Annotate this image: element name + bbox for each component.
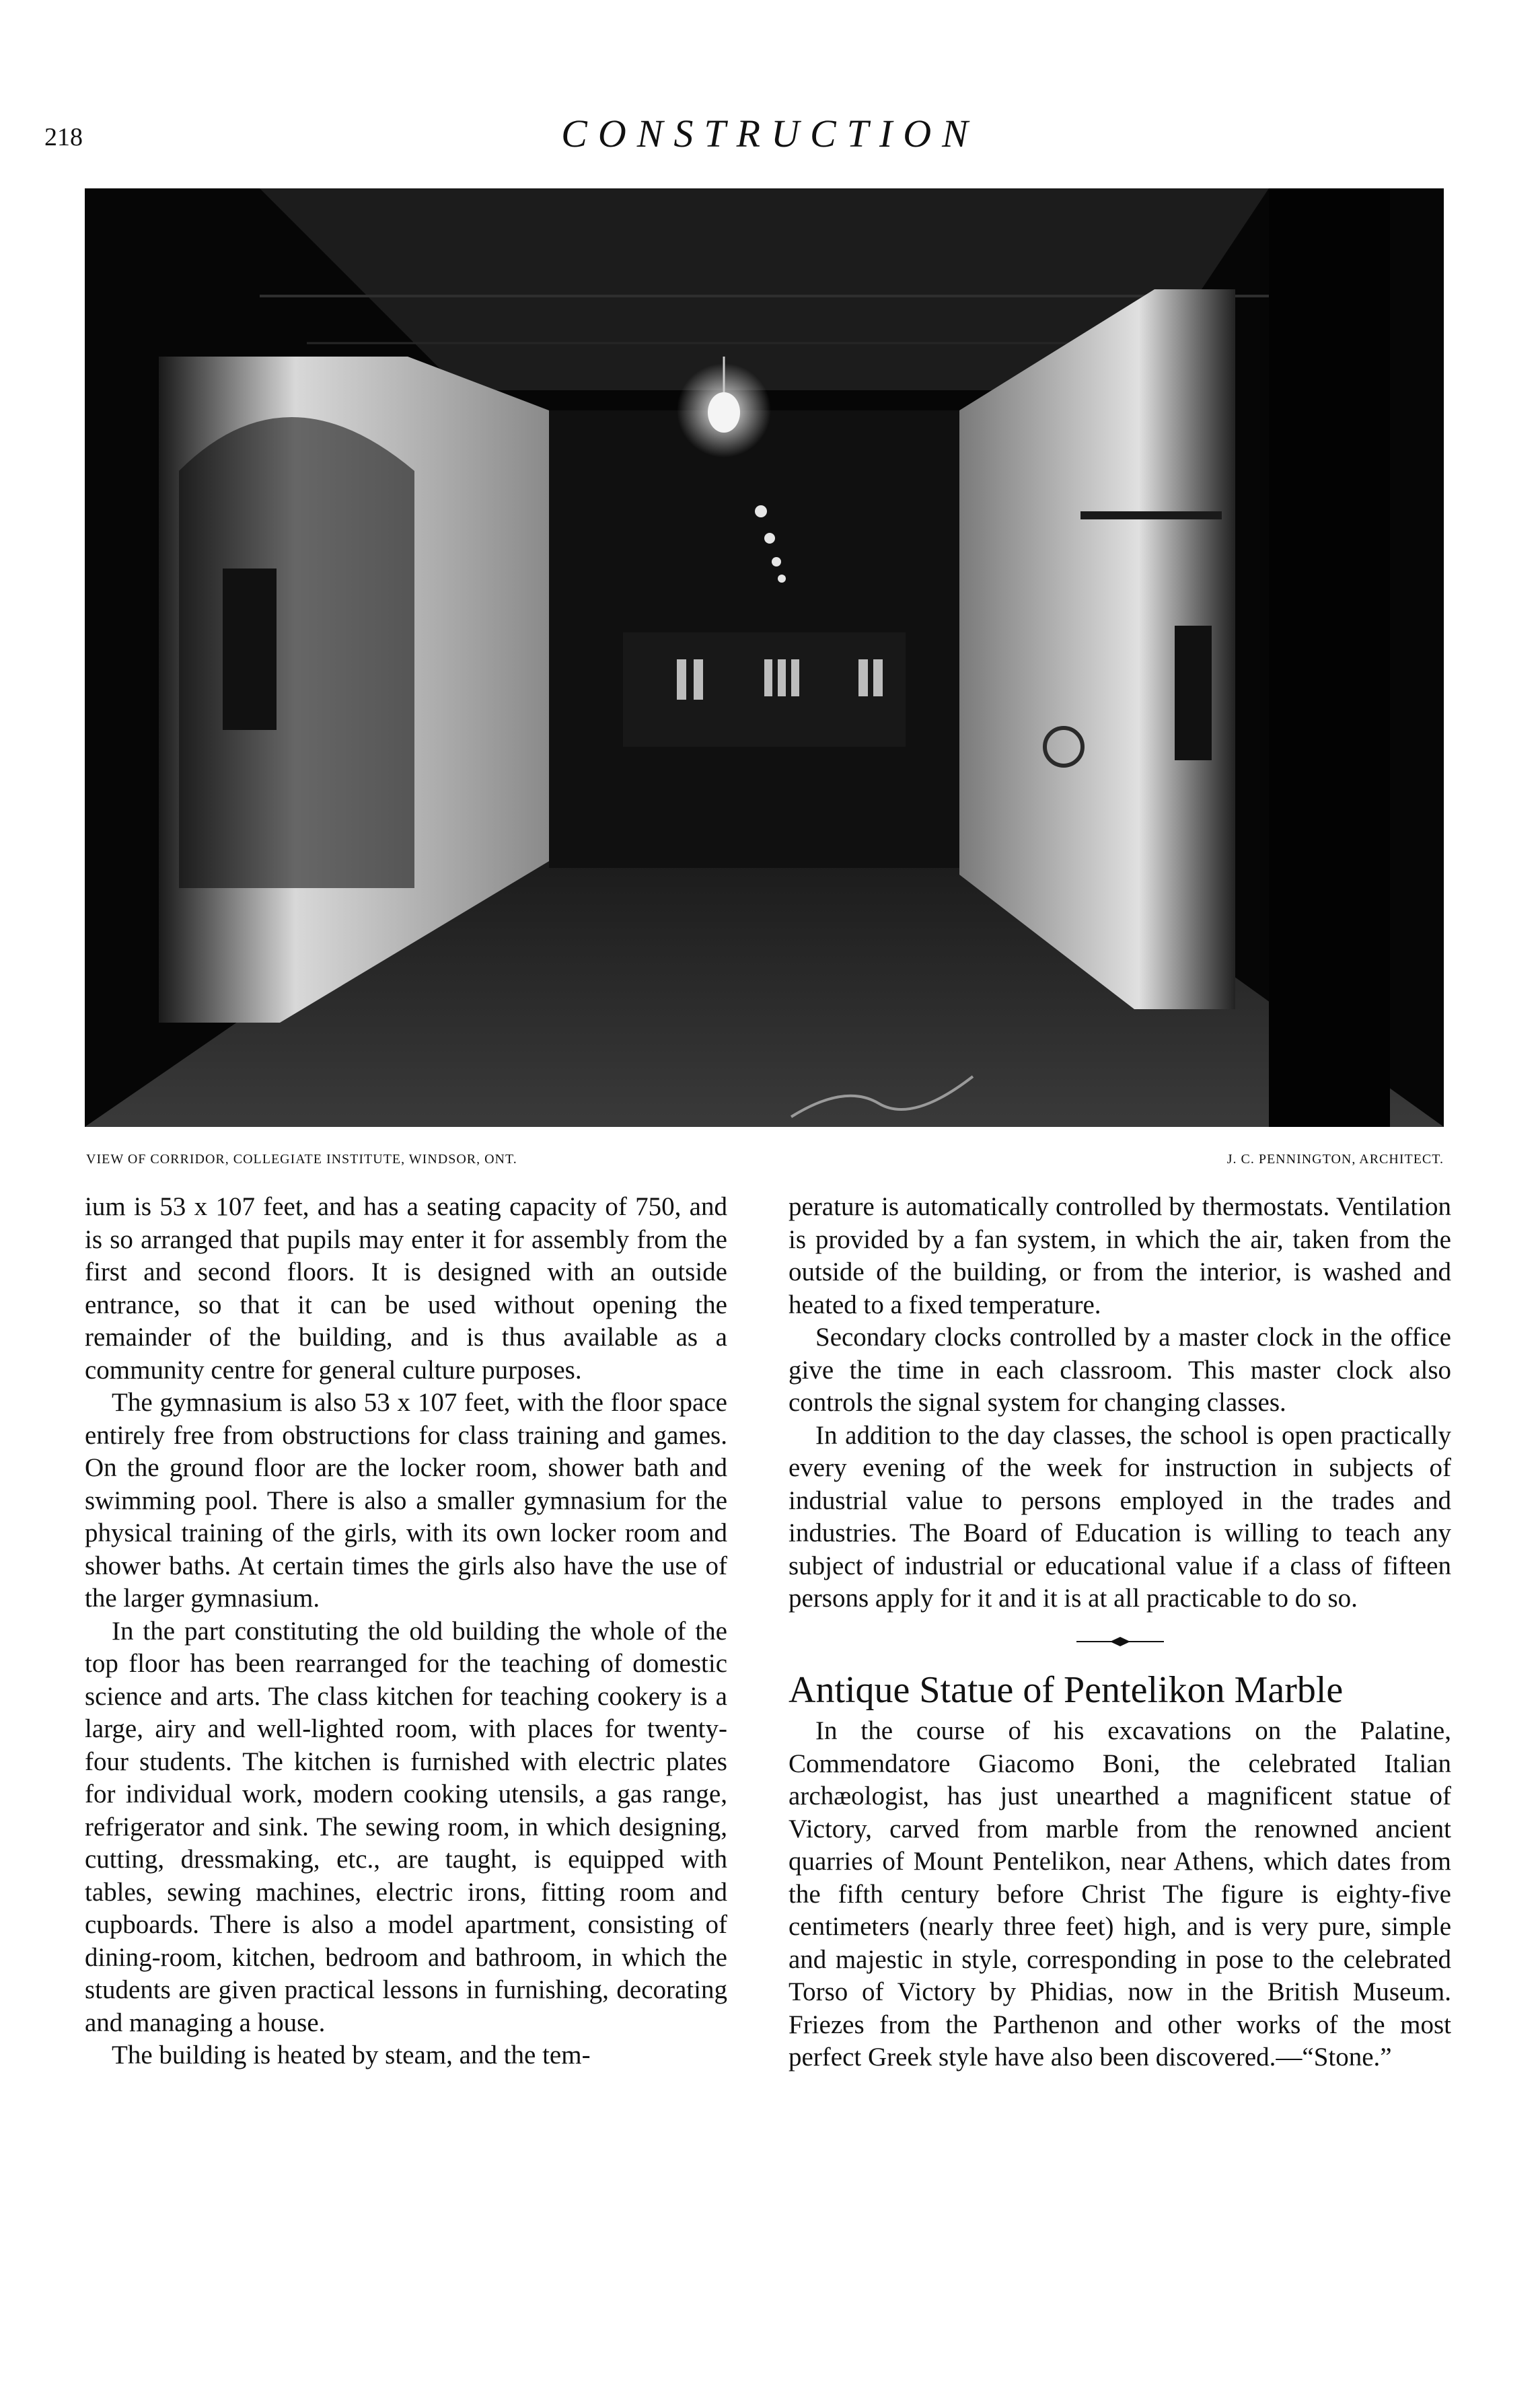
journal-title: CONSTRUCTION <box>561 112 979 155</box>
section-heading: Antique Statue of Pentelikon Marble <box>789 1669 1344 1711</box>
paragraph: In the part constituting the old building the whole of the top floor has been rearranged for the teaching of domestic science and arts. The class kitchen for teaching cookery is a large, airy and well-lighted room, with places for twenty-four students. The kitchen is furnished with electric plates for individual work, modern cooking utensils, a gas range, refrigerator and sink. The sewing room, in which designing, cutting, dressmaking, etc., are taught, is equipped with tables, sewing machines, electric irons, fitting room and cupboards. There is also a model apartment, consisting of dining-room, kitchen, bedroom and bathroom, in which the students are given practical lessons in furnishing, decorating and managing a house. <box>85 1616 727 2037</box>
paragraph: perature is automatically controlled by thermostats. Ventilation is provided by a fan system, in which the air, taken from the outside of the building, or from the interior, is washed and heated to a fixed temperature. <box>789 1192 1451 1319</box>
divider-ornament-icon <box>1076 1637 1164 1646</box>
left-column <box>85 1191 727 2072</box>
corridor-photograph <box>85 188 1444 1127</box>
paragraph: The building is heated by steam, and the tem- <box>112 2041 591 2069</box>
paragraph: In addition to the day classes, the school is open practically every evening of the week for instruction in subjects of industrial value to persons employed in the trades and industries. The Board of Education is willing to teach any subject of industrial or educational value if a class of fifteen persons apply for it and it is at all practicable to do so. <box>789 1420 1451 1613</box>
paragraph: In the course of his excavations on the Palatine, Commendatore Giacomo Boni, the celebrated Italian archæologist, has just unearthed a magnificent statue of Victory, carved from marble from the renowned ancient quarries of Mount Pentelikon, near Athens, which dates from the fifth century before Christ The figure is eighty-five centimeters (nearly three feet) high, and is very pure, simple and majestic in style, corresponding in pose to the celebrated Torso of Victory by Phidias, now in the British Museum. Friezes from the Parthenon and other works of the most perfect Greek style have also been discovered.—“Stone.” <box>789 1716 1451 2072</box>
paragraph: The gymnasium is also 53 x 107 feet, with the floor space entirely free from obstructions for class training and games. On the ground floor are the locker room, shower bath and swimming pool. There is also a smaller gymnasium for the physical training of the girls, with its own locker room and shower baths. At certain times the girls also have the use of the larger gymnasium. <box>85 1388 727 1613</box>
figure-credit: J. C. PENNINGTON, ARCHITECT. <box>1226 1152 1444 1167</box>
corridor-photo-drawing <box>85 188 1444 1127</box>
section-divider <box>789 1622 1451 1655</box>
page-number: 218 <box>44 123 83 151</box>
figure-caption: VIEW OF CORRIDOR, COLLEGIATE INSTITUTE, WINDSOR, ONT. <box>86 1152 517 1167</box>
right-column <box>789 1191 1451 2074</box>
paragraph: Secondary clocks controlled by a master clock in the office give the time in each classroom. This master clock also controls the signal system for changing classes. <box>789 1323 1451 1417</box>
paragraph: ium is 53 x 107 feet, and has a seating capacity of 750, and is so arranged that pupils may enter it for assembly from the first and second floors. It is designed with an outside entrance, so that it can be used without opening the remainder of the building, and is thus available as a community centre for general culture purposes. <box>85 1192 727 1385</box>
